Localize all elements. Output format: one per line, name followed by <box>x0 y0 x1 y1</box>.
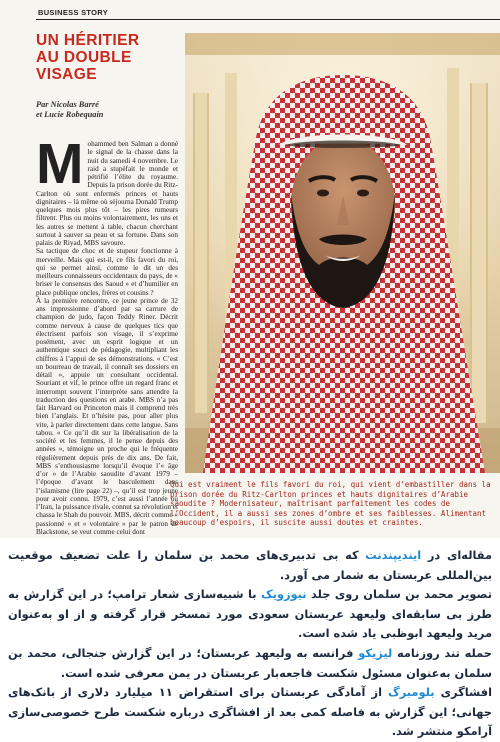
article-title <box>36 32 139 83</box>
article-paragraph-2: Sa tactique de choc et de stupeur fonctionne à merveille. Mais qui est-il, ce fils favori du roi, qui se permet ainsi, comme le dit un des meilleurs connaisseurs occidentaux du pays, de « briser le consensus des Saoud » et d’humilier en place publique oncles, frères et cousins ? <box>36 247 178 297</box>
byline-line-2: et Lucie Robequain <box>36 110 104 119</box>
portrait-photo <box>185 33 500 473</box>
persian-paragraph-3 <box>8 644 492 683</box>
persian-text-3b: فرانسه به ولیعهد عربستان؛ در این گزارش جنجالی، محمد بن سلمان به‌عنوان مسئول شکست فاجعه‌بار عربستان در یمن معرفی شده است. <box>8 645 492 680</box>
title-line-2: AU DOUBLE <box>36 49 132 66</box>
persian-text-2a: تصویر محمد بن سلمان روی جلد <box>306 587 492 602</box>
source-link-lesechos[interactable]: لیزیکو <box>358 645 393 660</box>
persian-text-1a: مقاله‌ای در <box>421 548 492 562</box>
persian-paragraph-1 <box>8 546 492 585</box>
persian-text-3a: حمله تند روزنامه <box>392 645 492 660</box>
section-label: BUSINESS STORY <box>38 8 109 17</box>
byline-line-1: Par Nicolas Barré <box>36 100 99 109</box>
persian-text-4b: از آمادگی عربستان برای استقراض ۱۱ میلیارد دلاری از بانک‌های جهانی؛ این گزارش به فاصله کمی بعد از افشاگری درباره شکست طرح خصوصی‌سازی آرامکو منتشر شد. <box>8 685 492 739</box>
persian-text-2b: با شبیه‌سازی شعار ترامپ؛ در این گزارش به طرز بی سابقه‌ای ولیعهد عربستان سعودی مورد تمسخر قرار گرفته و از او به‌عنوان مرید ولیعهد ابوظبی یاد شده است. <box>8 587 492 641</box>
persian-paragraph-2 <box>8 585 492 644</box>
drop-cap: M <box>36 140 84 196</box>
title-line-3: VISAGE <box>36 66 97 83</box>
article-paragraph-1: ohammed ben Salman a donné le signal de la chasse dans la nuit du samedi 4 novembre. Le raid a stupéfait le monde et pétrifié l’élite du royaume. Depuis la prison dorée du Ritz-Carlton où sont enfermés princes et hauts dignitaires – là même où séjourna Donald Trump quelques mois plus tôt – les pires rumeurs filtrent. Plus ou moins volontairement, les uns et les autres se mettent à table, chacun cherchant surtout à sauver sa peau et sa fortune. Dans son palais de Riyad, MBS savoure. <box>36 140 178 247</box>
article-body <box>36 140 178 535</box>
photo-caption: Qui est vraiment le fils favori du roi, qui vient d’embastiller dans la prison dorée du Ritz-Carlton princes et hauts dignitaires d’Arabie saoudite ? Modernisateur, maîtrisant parfaitement les codes de l’Occident, il a aussi ses zones d’ombre et ses faiblesses. Alimentant beaucoup d’espoirs, il suscite aussi doutes et craintes. <box>170 480 491 528</box>
persian-text-block <box>8 546 492 742</box>
byline <box>36 100 103 120</box>
persian-panel <box>0 538 500 739</box>
source-link-bloomberg[interactable]: بلومبرگ <box>388 685 435 700</box>
source-link-independent[interactable]: ایندیپندنت <box>365 548 422 562</box>
title-line-1: UN HÉRITIER <box>36 32 140 49</box>
section-divider <box>36 19 500 20</box>
persian-paragraph-4 <box>8 683 492 742</box>
persian-text-4a: افشاگری <box>434 685 492 700</box>
source-link-newsweek[interactable]: نیوزویک <box>260 587 307 602</box>
persian-text-1b: که بی تدبیری‌های محمد بن سلمان را علت تضعیف موقعیت بین‌المللی عربستان به شمار می آورد. <box>8 548 492 582</box>
article-paragraph-3: À la première rencontre, ce jeune prince de 32 ans impressionne d’abord par sa carrure de champion de judo, façon Teddy Riner. Décrit comme nerveux à cause de quelques tics que électrisent parfois son visage, il s’exprime posément, avec un esprit logique et un authentique souci de pédagogie, multipliant les chiffres à l’appui de ses démonstrations. « C’est un bourreau de travail, il connaît ses dossiers en détail », appuie un consultant occidental. Souriant et vif, le prince offre un regard franc et interrompt souvent l’interprète sans attendre la traduction des questions en arabe. MBS n’a pas fait Harvard ou Princeton mais il comprend très bien l’anglais. Et n’hésite pas, pour aller plus vite, à parler directement dans cette langue. Sans tabou. « Ce qu’il dit sur la libéralisation de la société et les femmes, il le pense depuis des années », témoigne un proche qui le fréquente régulièrement depuis près de dix ans. De fait, MBS s’enthousiasme lorsqu’il évoque l’« âge d’or » de l’Arabie saoudite d’avant 1979 – l’époque d’avant le basculement dans l’islamisme (lire page 22) –, qu’il est trop jeune pour avoir connu. 1979, c’est aussi l’année où l’Iran, la puissance rivale, connut sa révolution et chassa le Shah du pouvoir. MBS, décrit comme « passionné » et « volontaire » par le patron de Blackstone, se veut comme celui dont <box>36 296 178 535</box>
